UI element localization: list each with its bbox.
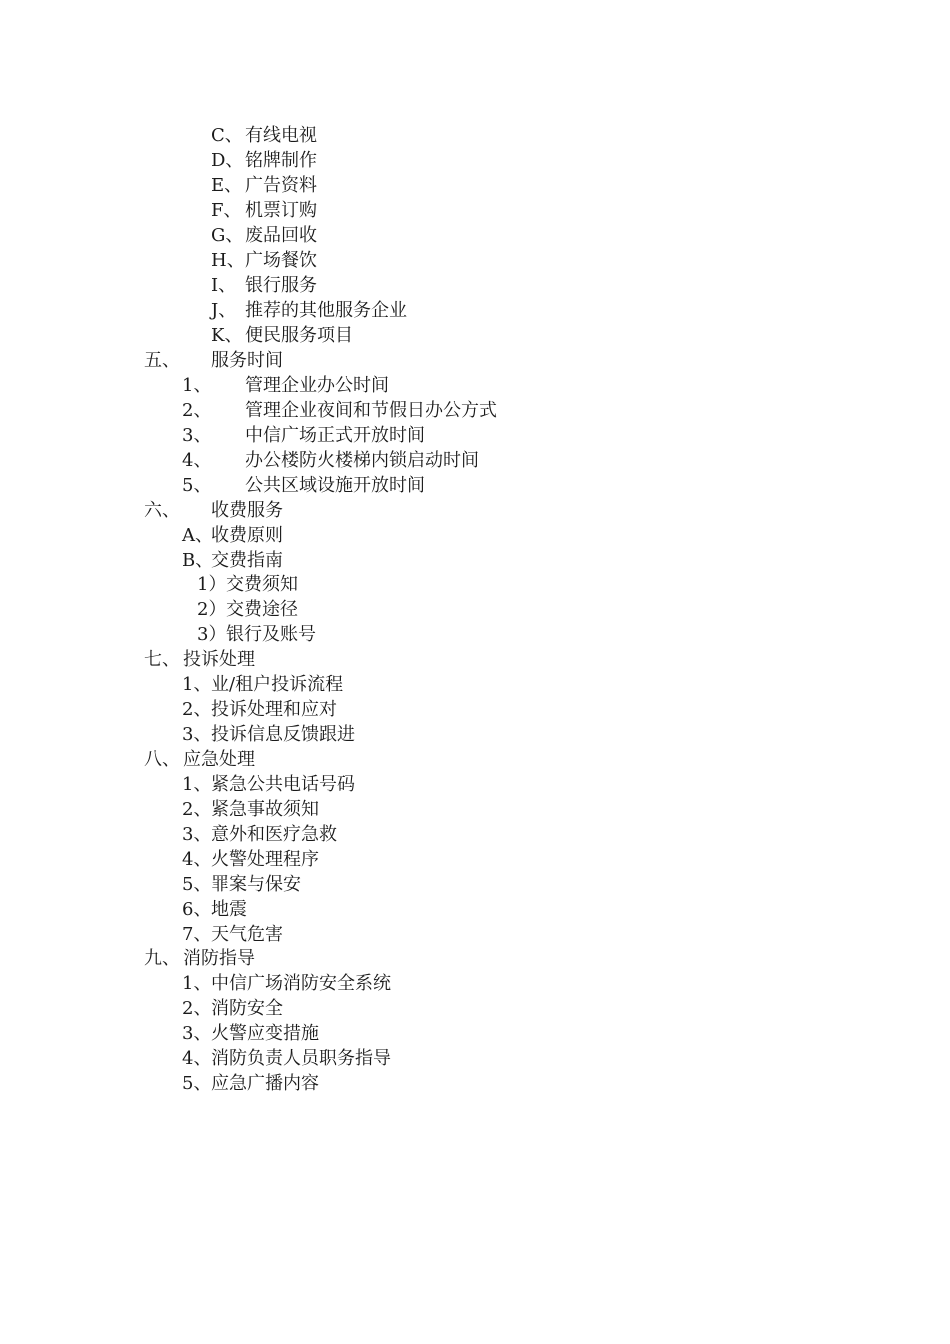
toc-item-number: 七、 [144,649,180,670]
toc-item-number: 3、 [182,724,212,745]
toc-item [197,597,298,622]
toc-item-number: 1） [197,574,227,595]
toc-item [211,273,317,298]
toc-item-text: 消防安全 [211,998,283,1019]
toc-item-text: 业/租户投诉流程 [211,674,344,695]
toc-item [182,971,391,996]
toc-item-text: 应急广播内容 [211,1073,319,1094]
toc-item [182,847,319,872]
toc-item-number: 5、 [182,874,212,895]
toc-item [182,797,319,822]
toc-item-text: 银行及账号 [226,624,316,645]
toc-item-number: 3） [197,624,227,645]
toc-item-number: 五、 [144,350,180,371]
toc-item-number: 2） [197,599,227,620]
toc-item-number: 6、 [182,899,212,920]
toc-item-text: 天气危害 [211,924,283,945]
toc-item-number: 八、 [144,749,180,770]
toc-item-number: 4、 [182,450,212,471]
toc-item-text: 消防指导 [183,948,255,969]
toc-item [182,1071,319,1096]
toc-item [182,872,301,897]
toc-item-text: 办公楼防火楼梯内锁启动时间 [245,450,479,471]
toc-item [182,772,355,797]
toc-item-text: 投诉处理和应对 [211,699,337,720]
toc-item-number: I、 [211,275,237,296]
toc-item-text: 银行服务 [245,275,317,296]
toc-item-text: 地震 [211,899,247,920]
toc-item-text: 收费原则 [211,525,283,546]
toc-item [182,897,247,922]
toc-item-text: 交费指南 [211,550,283,571]
toc-item-text: 中信广场消防安全系统 [211,973,391,994]
toc-item [182,1021,319,1046]
toc-item-number: 1、 [182,774,212,795]
toc-item-text: 收费服务 [211,500,283,521]
toc-item [182,822,337,847]
toc-item-number: 4、 [182,1048,212,1069]
toc-item-number: 5、 [182,1073,212,1094]
toc-item-number: 4、 [182,849,212,870]
toc-item-number: 2、 [182,799,212,820]
toc-item-text: 应急处理 [183,749,255,770]
toc-item-number: D、 [211,150,244,171]
toc-item [144,348,283,373]
toc-item-number: C、 [211,125,243,146]
toc-item-text: 有线电视 [245,125,317,146]
toc-item-text: 管理企业办公时间 [245,375,389,396]
toc-item [182,1046,391,1071]
toc-item-number: 1、 [182,375,212,396]
toc-item-text: 公共区域设施开放时间 [245,475,425,496]
toc-item-number: 2、 [182,998,212,1019]
toc-item-text: 中信广场正式开放时间 [245,425,425,446]
toc-item-text: 投诉信息反馈跟进 [211,724,355,745]
toc-item [182,373,389,398]
toc-item-text: 消防负责人员职务指导 [211,1048,391,1069]
toc-item [211,148,317,173]
toc-item-text: 罪案与保安 [211,874,301,895]
toc-item-text: 广场餐饮 [245,250,317,271]
toc-item-number: H、 [211,250,245,271]
toc-item [144,498,283,523]
toc-item-text: 铭牌制作 [245,150,317,171]
toc-item-number: 2、 [182,400,212,421]
toc-item-number: 3、 [182,824,212,845]
toc-item-text: 管理企业夜间和节假日办公方式 [245,400,497,421]
toc-item [211,323,353,348]
toc-item-text: 服务时间 [211,350,283,371]
toc-item-number: A、 [182,525,213,546]
toc-item [182,473,425,498]
toc-item-text: 机票订购 [245,200,317,221]
toc-item-text: 意外和医疗急救 [211,824,337,845]
toc-item [211,198,317,223]
toc-item-number: 1、 [182,674,212,695]
toc-item-number: 九、 [144,948,180,969]
toc-item-text: 便民服务项目 [245,325,353,346]
toc-item-text: 投诉处理 [183,649,255,670]
toc-item [211,248,317,273]
toc-item [182,548,283,573]
toc-item-text: 紧急公共电话号码 [211,774,355,795]
toc-item-number: K、 [211,325,243,346]
toc-item-number: 7、 [182,924,212,945]
toc-item [211,223,317,248]
toc-item-text: 推荐的其他服务企业 [245,300,407,321]
toc-item [182,398,497,423]
toc-item-number: E、 [211,175,243,196]
toc-item [182,423,425,448]
toc-item [211,298,407,323]
toc-item [144,647,255,672]
toc-item-text: 广告资料 [245,175,317,196]
toc-item [197,572,298,597]
toc-item [182,448,479,473]
toc-item-text: 废品回收 [245,225,317,246]
toc-item-text: 火警处理程序 [211,849,319,870]
toc-item [182,922,283,947]
toc-item-text: 火警应变措施 [211,1023,319,1044]
toc-item [197,622,316,647]
toc-item-number: 3、 [182,425,212,446]
toc-item [182,523,283,548]
toc-item-number: 5、 [182,475,212,496]
toc-item [182,996,283,1021]
toc-item-text: 紧急事故须知 [211,799,319,820]
toc-item-number: 3、 [182,1023,212,1044]
toc-item-text: 交费须知 [226,574,298,595]
toc-item [144,747,255,772]
toc-item-number: 1、 [182,973,212,994]
toc-item-number: 六、 [144,500,180,521]
toc-item [182,672,343,697]
toc-item-number: F、 [211,200,242,221]
toc-item-text: 交费途径 [226,599,298,620]
toc-item-number: J、 [211,300,237,321]
toc-item [182,697,337,722]
toc-item-number: 2、 [182,699,212,720]
toc-item [211,123,317,148]
toc-item [144,946,255,971]
toc-item [182,722,355,747]
toc-item [211,173,317,198]
toc-item-number: G、 [211,225,244,246]
toc-item-number: B、 [182,550,214,571]
